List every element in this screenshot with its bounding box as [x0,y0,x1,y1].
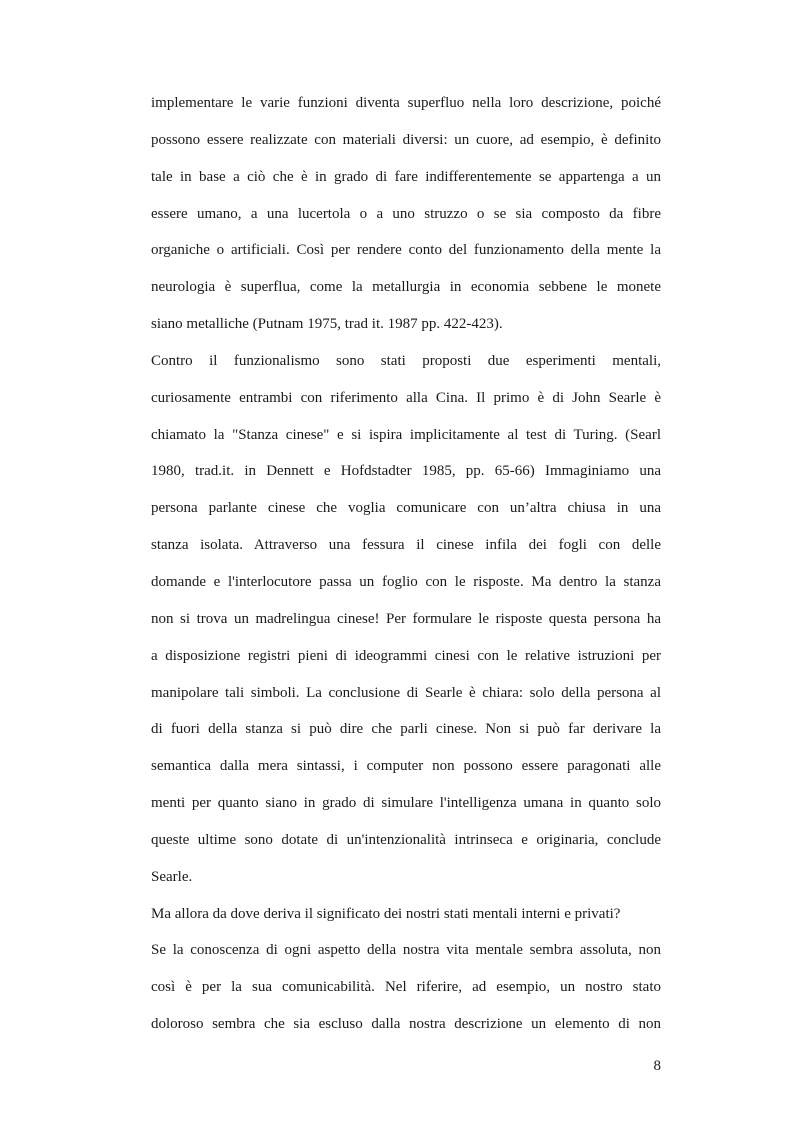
text-line: semantica dalla mera sintassi, i computer non possono essere paragonati alle [151,758,661,775]
text-line: non si trova un madrelingua cinese! Per formulare le risposte questa persona ha [151,610,661,627]
body-text [151,91,661,1049]
text-line: implementare le varie funzioni diventa superfluo nella loro descrizione, poiché [151,95,661,111]
page-number: 8 [653,1058,661,1074]
text-line: neurologia è superflua, come la metallurgia in economia sebbene le monete [151,279,661,296]
text-line: a disposizione registri pieni di ideogrammi cinesi con le relative istruzioni per [151,647,661,664]
text-line: così è per la sua comunicabilità. Nel riferire, ad esempio, un nostro stato [151,979,661,996]
text-line: Se la conoscenza di ogni aspetto della nostra vita mentale sembra assoluta, non [151,942,661,959]
text-line: menti per quanto siano in grado di simulare l'intelligenza umana in quanto solo [151,795,661,812]
text-line: manipolare tali simboli. La conclusione di Searle è chiara: solo della persona al [151,684,661,701]
text-line: curiosamente entrambi con riferimento alla Cina. Il primo è di John Searle è [151,389,661,406]
text-line: Searle. [151,868,193,885]
text-line: siano metalliche (Putnam 1975, trad it. 1987 pp. 422-423). [151,316,503,333]
text-line: Contro il funzionalismo sono stati proposti due esperimenti mentali, [151,352,661,369]
text-line: stanza isolata. Attraverso una fessura il cinese infila dei fogli con delle [151,537,661,554]
text-line: domande e l'interlocutore passa un foglio con le risposte. Ma dentro la stanza [151,573,661,590]
text-line: persona parlante cinese che voglia comunicare con un’altra chiusa in una [151,500,661,517]
text-line: di fuori della stanza si può dire che parli cinese. Non si può far derivare la [151,721,661,738]
text-line: doloroso sembra che sia escluso dalla nostra descrizione un elemento di non [151,1016,661,1033]
text-line: Ma allora da dove deriva il significato dei nostri stati mentali interni e privati? [151,905,621,922]
text-line: 1980, trad.it. in Dennett e Hofdstadter 1985, pp. 65-66) Immaginiamo una [151,463,661,480]
text-line: tale in base a ciò che è in grado di fare indifferentemente se appartenga a un [151,168,661,185]
text-line: chiamato la "Stanza cinese" e si ispira implicitamente al test di Turing. (Searl [151,426,661,443]
text-line: possono essere realizzate con materiali diversi: un cuore, ad esempio, è definito [151,131,661,148]
text-line: essere umano, a una lucertola o a uno struzzo o se sia composto da fibre [151,205,661,222]
text-line: organiche o artificiali. Così per rendere conto del funzionamento della mente la [151,242,661,259]
text-line: queste ultime sono dotate di un'intenzionalità intrinseca e originaria, conclude [151,831,661,848]
